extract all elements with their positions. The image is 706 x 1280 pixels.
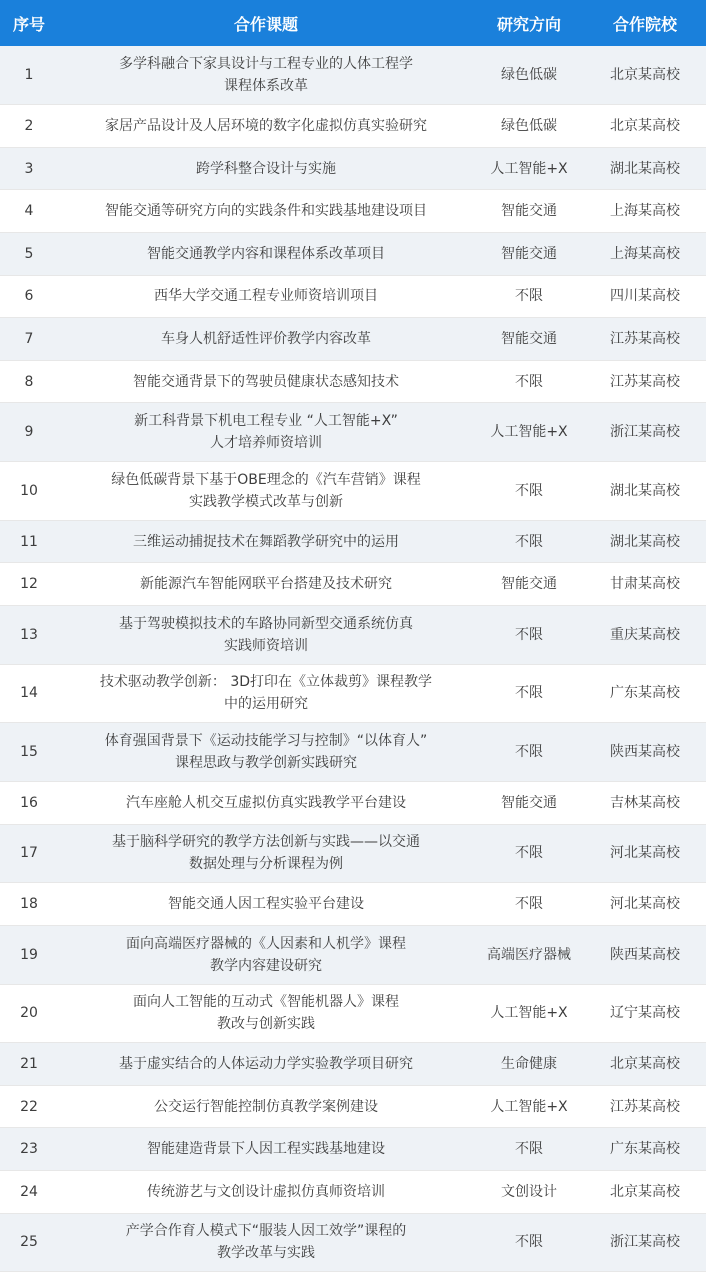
table-body xyxy=(0,46,706,1272)
row-school: 江苏某高校 xyxy=(584,1085,706,1128)
row-topic xyxy=(58,105,474,148)
row-index: 11 xyxy=(0,520,58,563)
table-row xyxy=(0,781,706,824)
table-row xyxy=(0,984,706,1043)
table-header xyxy=(0,0,706,46)
table-row xyxy=(0,1085,706,1128)
row-topic-line: 课程体系改革 xyxy=(224,78,308,95)
row-index: 6 xyxy=(0,275,58,318)
row-index: 13 xyxy=(0,605,58,664)
row-topic-line: 基于虚实结合的人体运动力学实验教学项目研究 xyxy=(119,1056,413,1073)
row-direction: 高端医疗器械 xyxy=(474,925,584,984)
row-direction: 不限 xyxy=(474,664,584,723)
row-index: 24 xyxy=(0,1171,58,1214)
row-topic xyxy=(58,46,474,105)
row-school: 北京某高校 xyxy=(584,105,706,148)
row-school: 吉林某高校 xyxy=(584,781,706,824)
row-topic xyxy=(58,723,474,782)
table-row xyxy=(0,105,706,148)
row-topic xyxy=(58,1085,474,1128)
table-row xyxy=(0,190,706,233)
row-index: 14 xyxy=(0,664,58,723)
table-row xyxy=(0,563,706,606)
row-topic-line: 教学改革与实践 xyxy=(217,1245,315,1262)
row-index: 10 xyxy=(0,462,58,521)
row-topic-line: 体育强国背景下《运动技能学习与控制》“以体育人” xyxy=(104,733,428,750)
row-topic-line: 公交运行智能控制仿真教学案例建设 xyxy=(154,1098,378,1115)
table-row xyxy=(0,360,706,403)
row-school: 北京某高校 xyxy=(584,1043,706,1086)
row-school: 甘肃某高校 xyxy=(584,563,706,606)
row-topic xyxy=(58,984,474,1043)
table-row xyxy=(0,1213,706,1272)
row-direction: 不限 xyxy=(474,605,584,664)
row-index: 9 xyxy=(0,403,58,462)
row-topic-line: 家居产品设计及人居环境的数字化虚拟仿真实验研究 xyxy=(105,117,427,134)
row-direction: 人工智能+X xyxy=(474,984,584,1043)
row-school: 陕西某高校 xyxy=(584,723,706,782)
row-index: 22 xyxy=(0,1085,58,1128)
row-index: 3 xyxy=(0,147,58,190)
row-topic-line: 新能源汽车智能网联平台搭建及技术研究 xyxy=(140,576,392,593)
table-row xyxy=(0,403,706,462)
row-school: 浙江某高校 xyxy=(584,403,706,462)
row-topic-line: 三维运动捕捉技术在舞蹈教学研究中的运用 xyxy=(133,533,399,550)
row-direction: 不限 xyxy=(474,360,584,403)
row-direction: 不限 xyxy=(474,1213,584,1272)
row-school: 广东某高校 xyxy=(584,1128,706,1171)
header-school: 合作院校 xyxy=(584,0,706,46)
row-school: 北京某高校 xyxy=(584,1171,706,1214)
row-index: 12 xyxy=(0,563,58,606)
row-direction: 绿色低碳 xyxy=(474,105,584,148)
row-school: 江苏某高校 xyxy=(584,318,706,361)
row-school: 湖北某高校 xyxy=(584,147,706,190)
table-row xyxy=(0,1043,706,1086)
row-topic xyxy=(58,147,474,190)
row-school: 上海某高校 xyxy=(584,190,706,233)
row-topic-line: 智能建造背景下人因工程实践基地建设 xyxy=(147,1141,385,1158)
header-row xyxy=(0,0,706,46)
table-row xyxy=(0,462,706,521)
row-index: 23 xyxy=(0,1128,58,1171)
row-topic-line: 教改与创新实践 xyxy=(217,1016,315,1033)
row-school: 湖北某高校 xyxy=(584,520,706,563)
row-topic xyxy=(58,520,474,563)
row-index: 1 xyxy=(0,46,58,105)
row-direction: 不限 xyxy=(474,275,584,318)
row-topic-line: 智能交通背景下的驾驶员健康状态感知技术 xyxy=(133,373,399,390)
row-topic-line: 数据处理与分析课程为例 xyxy=(189,856,343,873)
row-direction: 文创设计 xyxy=(474,1171,584,1214)
table-row xyxy=(0,520,706,563)
row-topic xyxy=(58,664,474,723)
header-topic: 合作课题 xyxy=(58,0,474,46)
row-index: 19 xyxy=(0,925,58,984)
row-topic-line: 基于脑科学研究的教学方法创新与实践——以交通 xyxy=(112,834,420,851)
row-topic-line: 课程思政与教学创新实践研究 xyxy=(175,755,357,772)
row-direction: 不限 xyxy=(474,824,584,883)
row-topic xyxy=(58,462,474,521)
row-school: 广东某高校 xyxy=(584,664,706,723)
row-school: 江苏某高校 xyxy=(584,360,706,403)
row-topic-line: 实践师资培训 xyxy=(224,637,308,654)
header-index: 序号 xyxy=(0,0,58,46)
row-topic xyxy=(58,605,474,664)
row-topic-line: 传统游艺与文创设计虚拟仿真师资培训 xyxy=(147,1183,385,1200)
table-row xyxy=(0,147,706,190)
row-topic-line: 多学科融合下家具设计与工程专业的人体工程学 xyxy=(119,56,413,73)
row-direction: 智能交通 xyxy=(474,563,584,606)
row-direction: 绿色低碳 xyxy=(474,46,584,105)
row-index: 18 xyxy=(0,883,58,926)
row-direction: 生命健康 xyxy=(474,1043,584,1086)
row-topic xyxy=(58,1043,474,1086)
row-topic-line: 基于驾驶模拟技术的车路协同新型交通系统仿真 xyxy=(119,615,413,632)
row-topic xyxy=(58,563,474,606)
row-school: 四川某高校 xyxy=(584,275,706,318)
row-index: 5 xyxy=(0,232,58,275)
table-row xyxy=(0,723,706,782)
row-topic-line: 实践教学模式改革与创新 xyxy=(189,493,343,510)
row-topic-line: 绿色低碳背景下基于OBE理念的《汽车营销》课程 xyxy=(111,471,421,488)
row-topic xyxy=(58,232,474,275)
table-row xyxy=(0,232,706,275)
row-index: 8 xyxy=(0,360,58,403)
table-row xyxy=(0,1171,706,1214)
row-school: 上海某高校 xyxy=(584,232,706,275)
row-topic-line: 智能交通等研究方向的实践条件和实践基地建设项目 xyxy=(105,203,427,220)
row-topic-line: 车身人机舒适性评价教学内容改革 xyxy=(161,330,371,347)
row-topic-line: 新工科背景下机电工程专业 “人工智能+X” xyxy=(134,413,398,430)
row-topic-line: 人才培养师资培训 xyxy=(210,435,322,452)
row-index: 20 xyxy=(0,984,58,1043)
row-topic-line: 汽车座舱人机交互虚拟仿真实践教学平台建设 xyxy=(126,794,406,811)
row-topic xyxy=(58,403,474,462)
row-topic xyxy=(58,1171,474,1214)
row-school: 浙江某高校 xyxy=(584,1213,706,1272)
row-school: 重庆某高校 xyxy=(584,605,706,664)
row-direction: 人工智能+X xyxy=(474,403,584,462)
row-direction: 智能交通 xyxy=(474,781,584,824)
row-direction: 智能交通 xyxy=(474,190,584,233)
table-row xyxy=(0,664,706,723)
row-index: 16 xyxy=(0,781,58,824)
row-school: 河北某高校 xyxy=(584,824,706,883)
row-direction: 人工智能+X xyxy=(474,147,584,190)
row-school: 辽宁某高校 xyxy=(584,984,706,1043)
row-topic-line: 西华大学交通工程专业师资培训项目 xyxy=(154,288,378,305)
row-index: 4 xyxy=(0,190,58,233)
row-direction: 智能交通 xyxy=(474,318,584,361)
row-index: 15 xyxy=(0,723,58,782)
table-row xyxy=(0,605,706,664)
row-topic xyxy=(58,360,474,403)
row-topic xyxy=(58,318,474,361)
row-school: 陕西某高校 xyxy=(584,925,706,984)
row-topic-line: 面向人工智能的互动式《智能机器人》课程 xyxy=(133,994,399,1011)
row-index: 21 xyxy=(0,1043,58,1086)
row-topic xyxy=(58,883,474,926)
row-school: 北京某高校 xyxy=(584,46,706,105)
row-index: 7 xyxy=(0,318,58,361)
row-topic xyxy=(58,824,474,883)
table-row xyxy=(0,275,706,318)
row-topic xyxy=(58,1213,474,1272)
row-topic xyxy=(58,275,474,318)
row-topic-line: 跨学科整合设计与实施 xyxy=(196,160,336,177)
row-index: 25 xyxy=(0,1213,58,1272)
row-index: 2 xyxy=(0,105,58,148)
row-index: 17 xyxy=(0,824,58,883)
row-direction: 不限 xyxy=(474,723,584,782)
row-school: 河北某高校 xyxy=(584,883,706,926)
row-topic-line: 面向高端医疗器械的《人因素和人机学》课程 xyxy=(126,935,406,952)
row-topic-line: 智能交通人因工程实验平台建设 xyxy=(168,896,364,913)
row-direction: 不限 xyxy=(474,883,584,926)
row-topic xyxy=(58,1128,474,1171)
row-topic xyxy=(58,925,474,984)
row-topic xyxy=(58,781,474,824)
table-row xyxy=(0,46,706,105)
row-direction: 智能交通 xyxy=(474,232,584,275)
table-row xyxy=(0,925,706,984)
table-row xyxy=(0,318,706,361)
row-direction: 人工智能+X xyxy=(474,1085,584,1128)
row-topic-line: 技术驱动教学创新： 3D打印在《立体裁剪》课程教学 xyxy=(99,674,433,691)
row-topic-line: 产学合作育人模式下“服装人因工效学”课程的 xyxy=(125,1223,407,1240)
row-topic xyxy=(58,190,474,233)
row-direction: 不限 xyxy=(474,1128,584,1171)
table-row xyxy=(0,1128,706,1171)
header-direction: 研究方向 xyxy=(474,0,584,46)
row-direction: 不限 xyxy=(474,520,584,563)
row-topic-line: 智能交通教学内容和课程体系改革项目 xyxy=(147,245,385,262)
row-topic-line: 中的运用研究 xyxy=(224,696,308,713)
table-row xyxy=(0,883,706,926)
row-school: 湖北某高校 xyxy=(584,462,706,521)
row-direction: 不限 xyxy=(474,462,584,521)
row-topic-line: 教学内容建设研究 xyxy=(210,957,322,974)
table-row xyxy=(0,824,706,883)
